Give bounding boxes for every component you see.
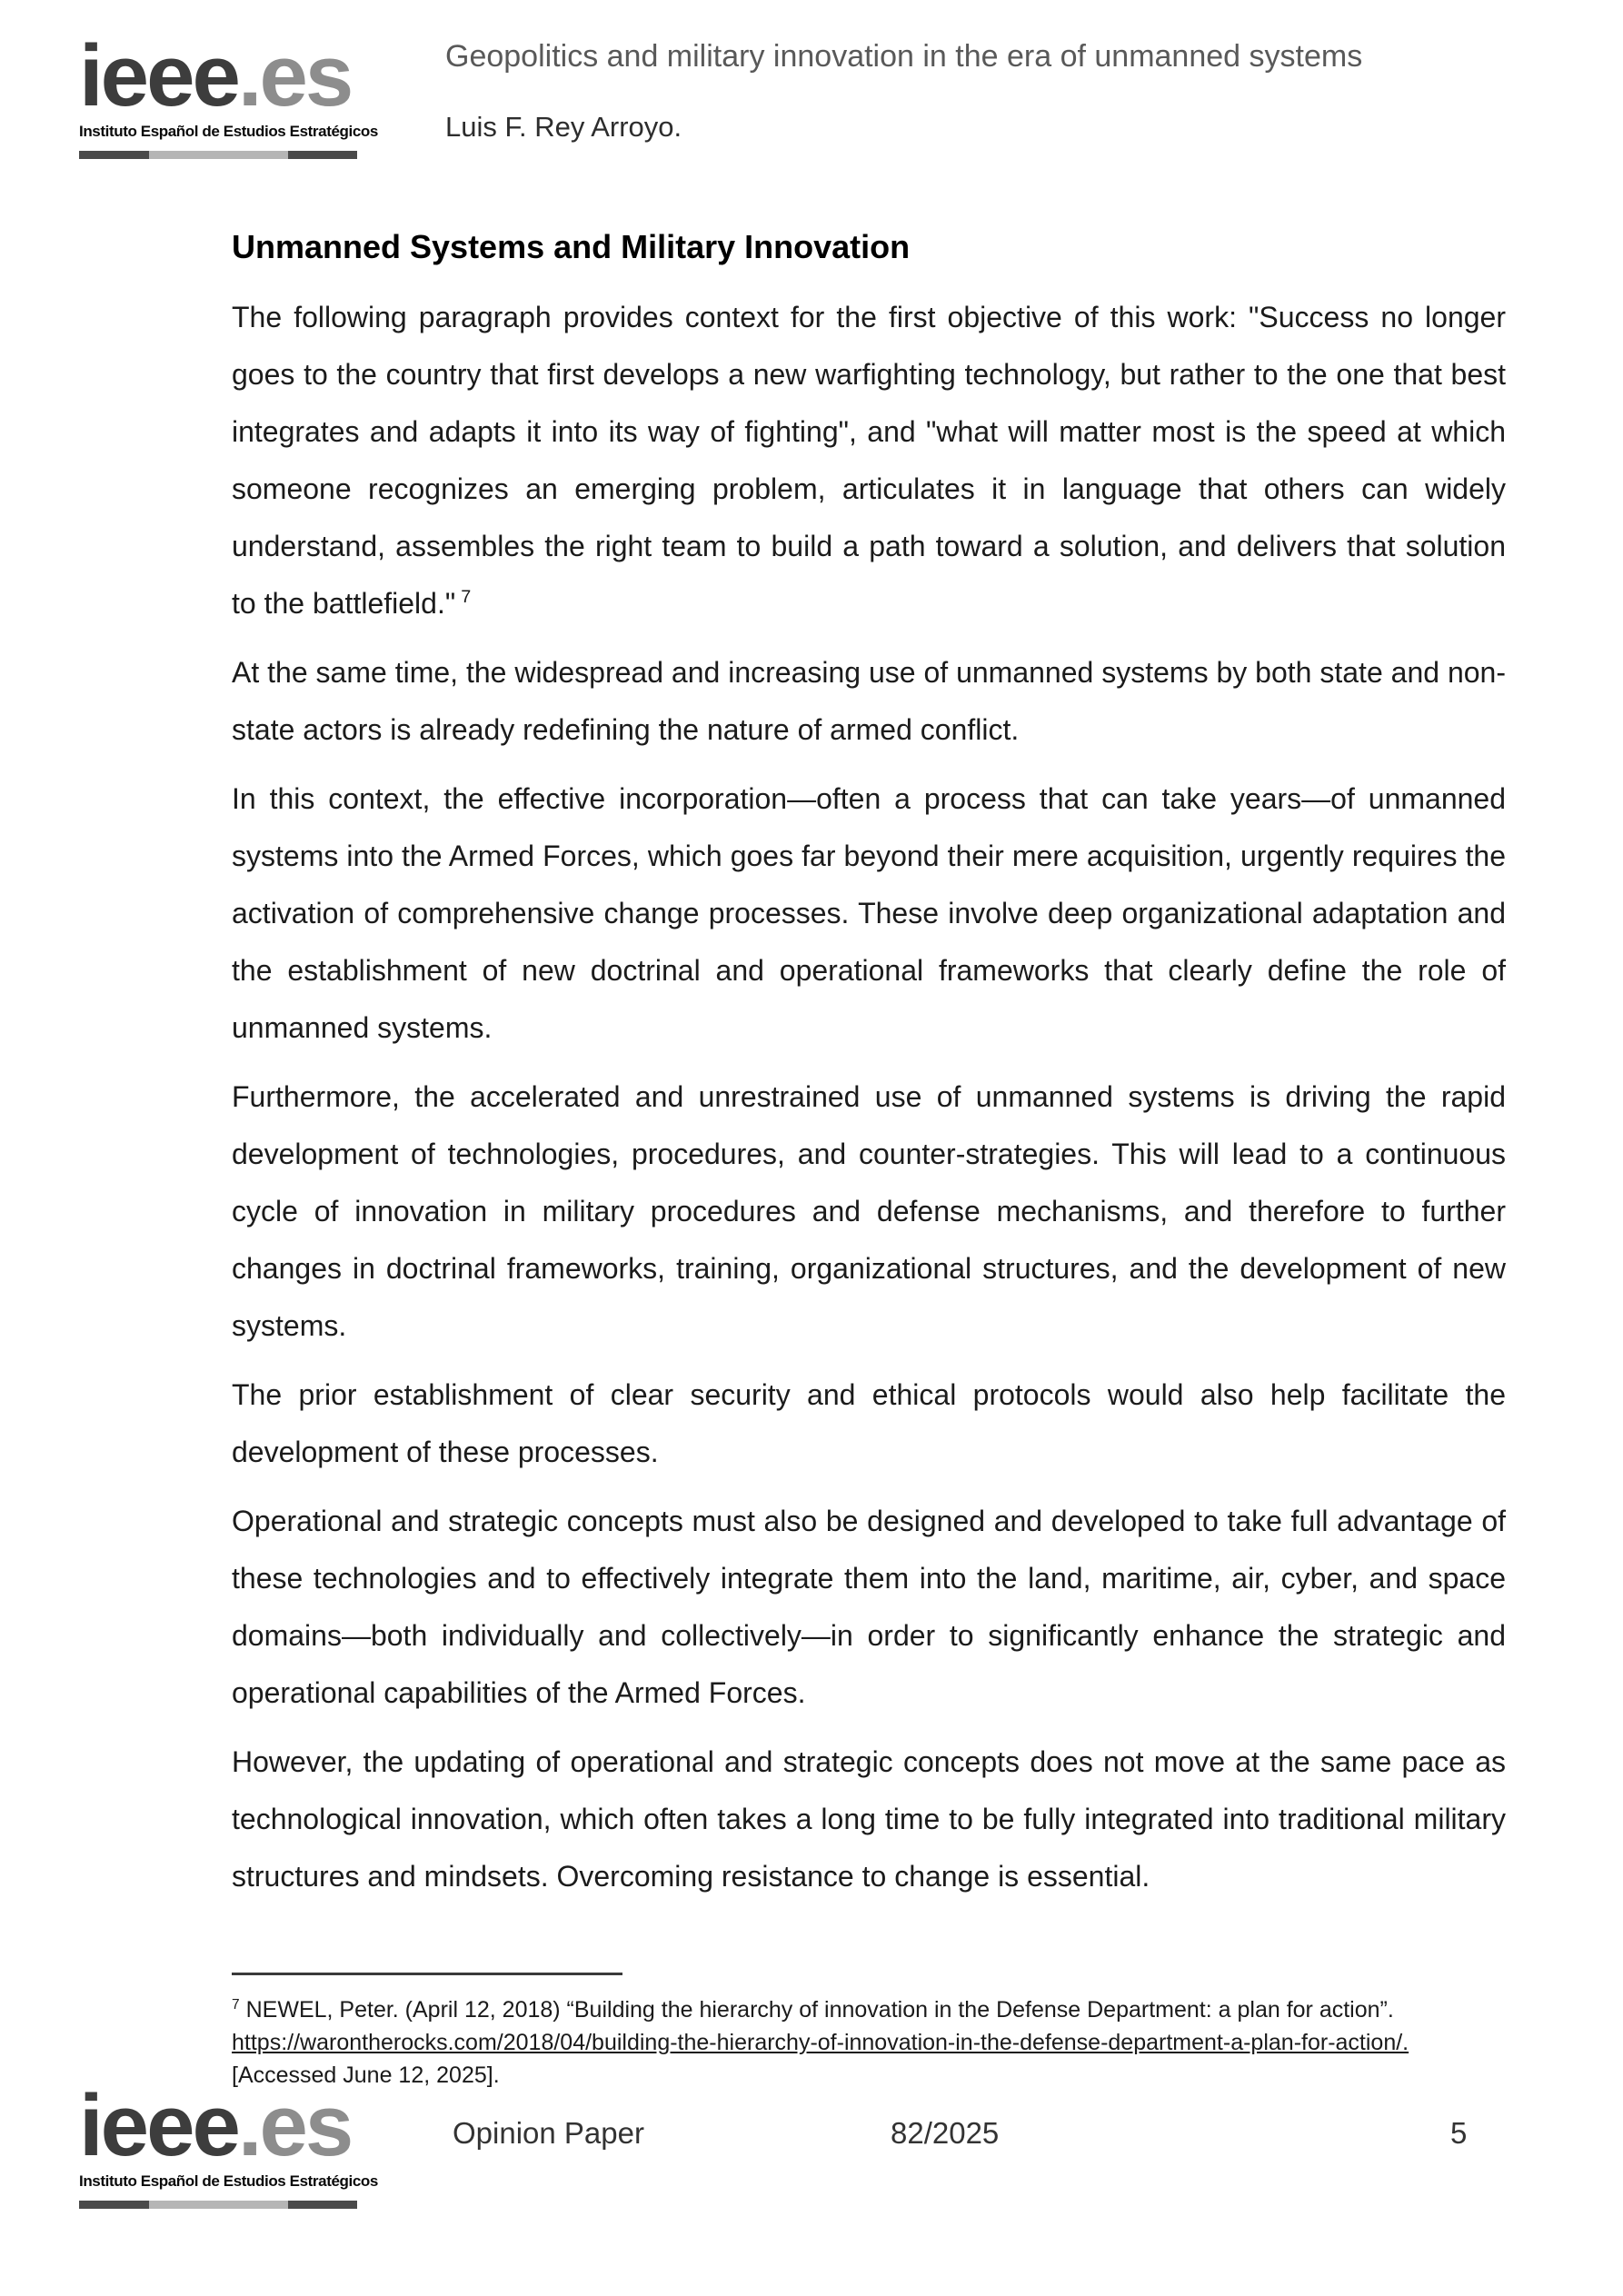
footer-document-number: 82/2025 — [891, 2116, 1000, 2150]
logo-bar — [79, 2201, 357, 2209]
document-title: Geopolitics and military innovation in the era of unmanned systems — [445, 39, 1363, 74]
body-paragraph — [232, 1367, 1506, 1481]
body-content — [232, 218, 1506, 1917]
paragraph-text: However, the updating of operational and strategic concepts does not move at the same pace as technological innovation, which often takes a long time to be fully integrated into traditional military structures and mindsets. Overcoming resistance to change is essential. — [232, 1745, 1506, 1893]
logo-brand-dark: ieee — [79, 27, 238, 124]
paragraph-text: In this context, the effective incorporation—often a process that can take years—of unmanned systems into the Armed Forces, which goes far beyond their mere acquisition, urgently requires the activation of comprehensive change processes. These involve deep organizational adaptation and the establishment of new doctrinal and operational frameworks that clearly define the role of unmanned systems. — [232, 782, 1506, 1044]
body-paragraph — [232, 1068, 1506, 1355]
footnote — [232, 1993, 1513, 2092]
logo-bar — [79, 151, 357, 159]
footnote-separator — [232, 1973, 622, 1975]
ieee-logo-footer — [79, 2077, 378, 2209]
paragraph-text: The following paragraph provides context for the first objective of this work: "Success no longer goes to the country that first develops a new warfighting technology, but rather to the one that best integrates and adapts it into its way of fighting", and "what will matter most is the speed at which someone recognizes an emerging problem, articulates it in language that others can widely understand, assembles the right team to build a path toward a solution, and delivers that solution to the battlefield." — [232, 301, 1506, 620]
logo-subtitle: Instituto Español de Estudios Estratégicos — [79, 123, 378, 140]
footnote-citation-line — [232, 1993, 1513, 2026]
footnote-url-link[interactable]: https://warontherocks.com/2018/04/building-the-hierarchy-of-innovation-in-the-defense-department-a-plan-for-action/. — [232, 2030, 1409, 2055]
body-paragraph — [232, 289, 1506, 632]
footnote-reference: 7 — [461, 587, 472, 608]
footer-page-number: 5 — [1450, 2116, 1468, 2150]
ieee-logo-header — [79, 27, 378, 159]
body-paragraph — [232, 1493, 1506, 1722]
body-paragraph — [232, 1734, 1506, 1905]
footer-document-type: Opinion Paper — [453, 2116, 644, 2150]
logo-brand-light: .es — [237, 27, 352, 124]
logo-brand-dark: ieee — [79, 2077, 238, 2174]
logo-subtitle: Instituto Español de Estudios Estratégicos — [79, 2172, 378, 2190]
ieee-logo-wordmark — [79, 27, 370, 124]
body-paragraphs — [232, 289, 1506, 1905]
body-paragraph — [232, 644, 1506, 759]
body-paragraph — [232, 770, 1506, 1057]
footnote-accessed-line: [Accessed June 12, 2025]. — [232, 2062, 500, 2088]
paragraph-text: The prior establishment of clear security and ethical protocols would also help facilitate the development of these processes. — [232, 1378, 1506, 1468]
document-author: Luis F. Rey Arroyo. — [445, 111, 682, 143]
paragraph-text: At the same time, the widespread and increasing use of unmanned systems by both state and non-state actors is already redefining the nature of armed conflict. — [232, 656, 1506, 746]
footnote-marker: 7 — [232, 1996, 240, 2013]
paragraph-text: Operational and strategic concepts must also be designed and developed to take full advantage of these technologies and to effectively integrate them into the land, maritime, air, cyber, and space domains—both individually and collectively—in order to significantly enhance the strategic and operational capabilities of the Armed Forces. — [232, 1505, 1506, 1709]
logo-brand-light: .es — [237, 2077, 352, 2174]
ieee-logo-wordmark — [79, 2077, 370, 2174]
footnote-citation: NEWEL, Peter. (April 12, 2018) “Building the hierarchy of innovation in the Defense Department: a plan for action”. — [245, 1997, 1394, 2023]
footnote-url-line — [232, 2026, 1513, 2059]
paragraph-text: Furthermore, the accelerated and unrestrained use of unmanned systems is driving the rapid development of technologies, procedures, and counter-strategies. This will lead to a continuous cycle of innovation in military procedures and defense mechanisms, and therefore to further changes in doctrinal frameworks, training, organizational structures, and the development of new systems. — [232, 1080, 1506, 1342]
section-heading: Unmanned Systems and Military Innovation — [232, 228, 911, 265]
